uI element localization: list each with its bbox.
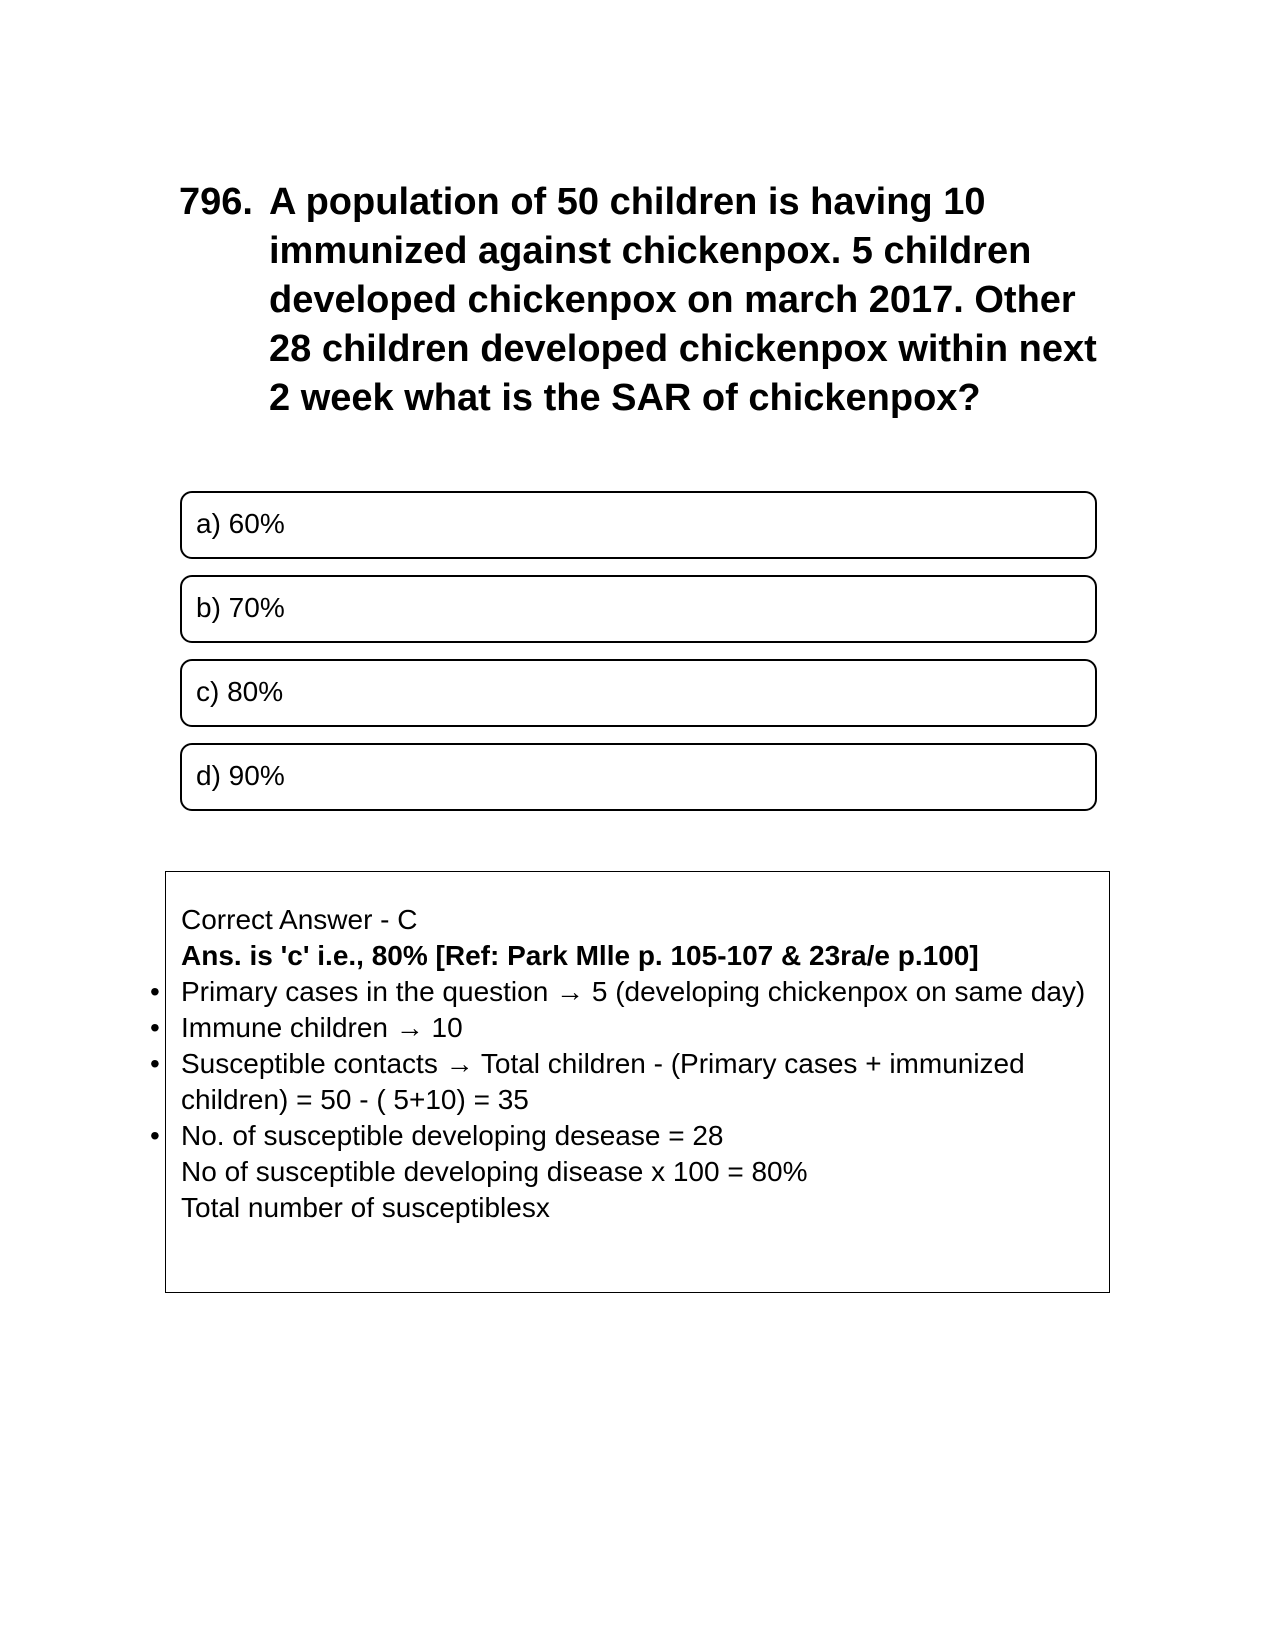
bullet-icon: • [150, 1012, 160, 1043]
explanation-list [150, 974, 1101, 1154]
answer-options [180, 491, 1097, 827]
question [179, 178, 1104, 423]
list-item-text: Primary cases in the question → 5 (developing chickenpox on same day) [181, 976, 1086, 1007]
bullet-icon: • [150, 976, 160, 1007]
formula-numerator: No of susceptible developing disease x 100 = 80% [181, 1156, 808, 1187]
list-item [150, 974, 1101, 1010]
option-d[interactable] [180, 743, 1097, 811]
option-a-label: a) 60% [196, 508, 285, 539]
option-c-label: c) 80% [196, 676, 284, 707]
answer-summary: Ans. is 'c' i.e., 80% [Ref: Park Mlle p. 105-107 & 23ra/e p.100] [181, 940, 979, 971]
bullet-icon: • [150, 1120, 160, 1151]
bullet-icon: • [150, 1048, 160, 1079]
formula-denominator: Total number of susceptiblesx [181, 1192, 550, 1223]
option-a[interactable] [180, 491, 1097, 559]
correct-answer: Correct Answer - C [181, 904, 418, 935]
question-number: 796. [179, 181, 253, 223]
option-b-label: b) 70% [196, 592, 285, 623]
list-item [150, 1046, 1101, 1118]
option-c[interactable] [180, 659, 1097, 727]
list-item-text: Susceptible contacts → Total children - (Primary cases + immunized children) = 50 - ( 5+10) = 35 [181, 1048, 1025, 1115]
list-item [150, 1118, 1101, 1154]
answer-explanation [150, 902, 1101, 1226]
option-d-label: d) 90% [196, 760, 285, 791]
list-item-text: Immune children → 10 [181, 1012, 463, 1043]
option-b[interactable] [180, 575, 1097, 643]
list-item [150, 1010, 1101, 1046]
list-item-text: No. of susceptible developing desease = 28 [181, 1120, 724, 1151]
question-text: A population of 50 children is having 10 immunized against chickenpox. 5 children developed chickenpox on march 2017. Other 28 children developed chickenpox within next 2 week what is the SAR of chickenpox? [269, 181, 1097, 419]
